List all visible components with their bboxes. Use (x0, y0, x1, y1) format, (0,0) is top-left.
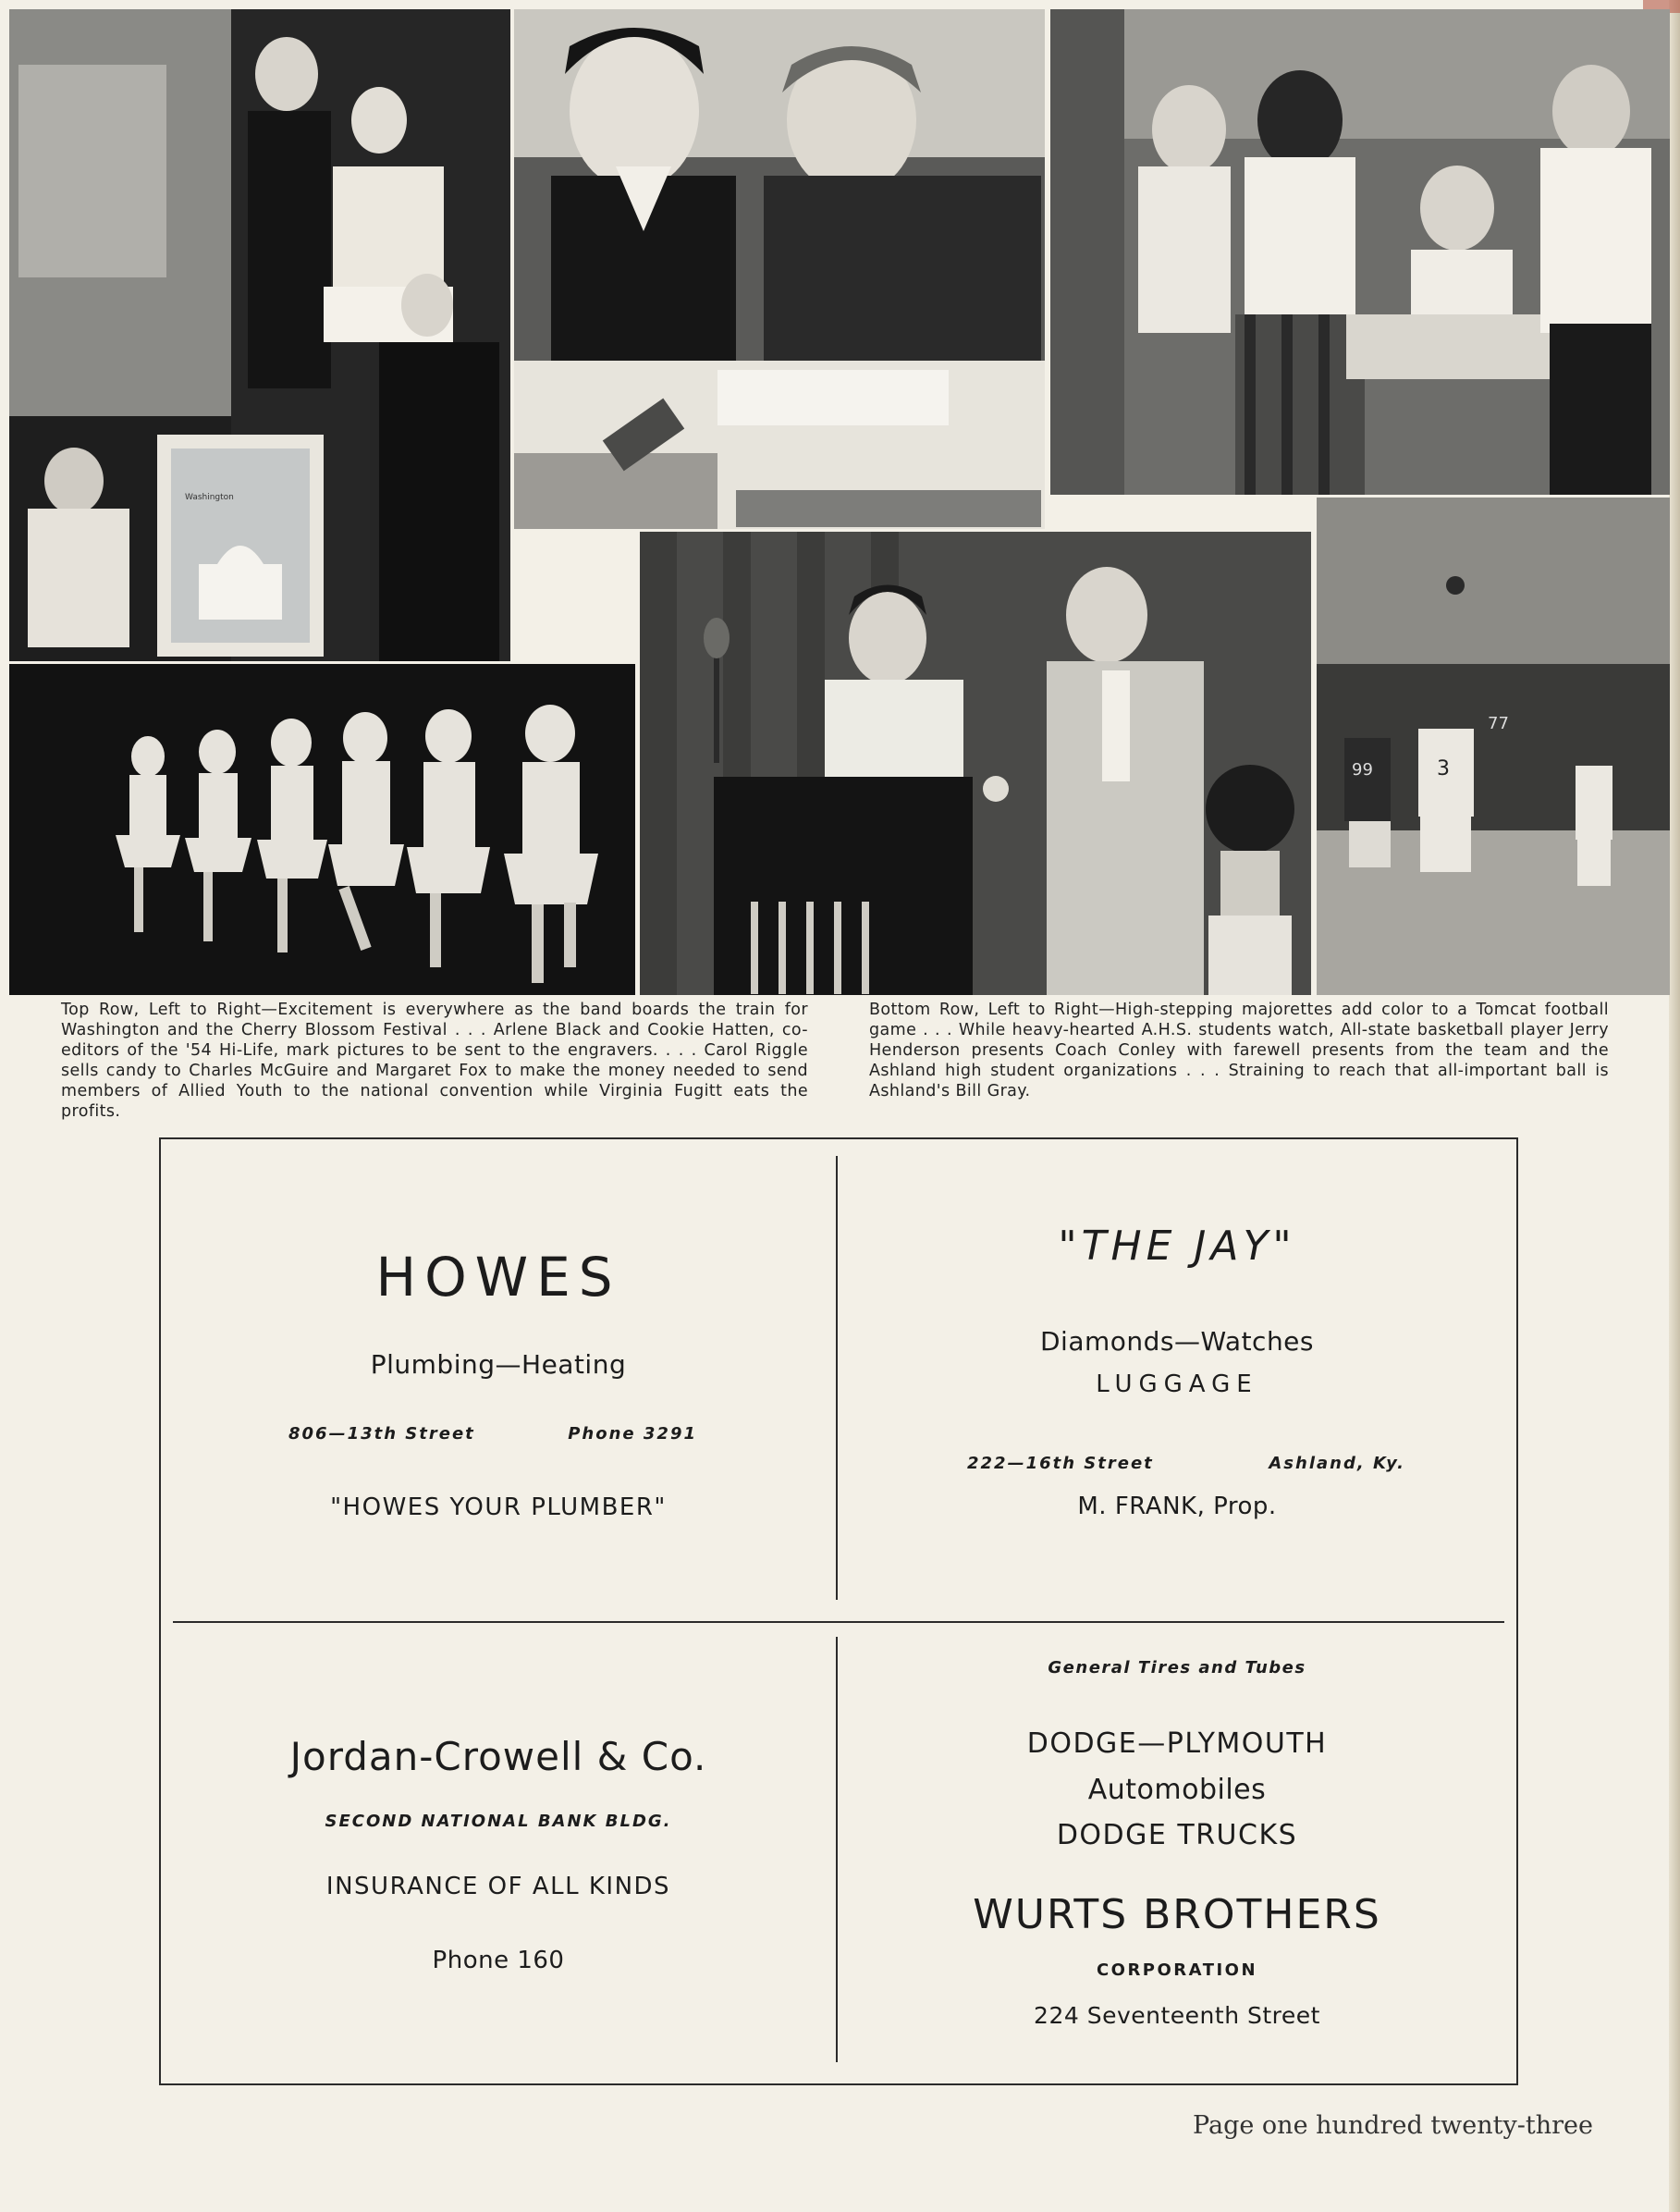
jay-address: 222—16th Street (967, 1454, 1154, 1473)
poster-label: Washington (185, 493, 234, 502)
page-edge (1669, 0, 1680, 2212)
photo-editors (514, 9, 1045, 529)
jay-luggage: LUGGAGE (1096, 1370, 1258, 1398)
howes-slogan: "HOWES YOUR PLUMBER" (330, 1493, 667, 1521)
photo-candy-sale (1050, 9, 1670, 495)
jersey-number-77: 77 (1488, 714, 1509, 733)
wurts-automobiles: Automobiles (1087, 1774, 1267, 1806)
ad-jordan-crowell (161, 1623, 836, 2083)
photo-majorettes (9, 664, 635, 995)
photo-podium-presentation (640, 532, 1311, 995)
caption-top-row: Top Row, Left to Right—Excitement is everywhere as the band boards the train for Washington and the Cherry Blossom Festival . . . Arlene Black and Cookie Hatten, co-editors of the '54 Hi-Life, mark pictures to be sent to the engravers. . . . Carol Riggle sells candy to Charles McGuire and Margaret Fox to make the money needed to send members of Allied Youth to the national convention while Virginia Fugitt eats the profits. (61, 1001, 808, 1121)
ad-howes (161, 1139, 836, 1620)
wurts-dodge-trucks: DODGE TRUCKS (1056, 1819, 1298, 1851)
jordan-phone: Phone 160 (432, 1947, 565, 1974)
photo-basketball (1317, 498, 1670, 995)
jordan-name: Jordan-Crowell & Co. (289, 1734, 707, 1779)
wurts-corporation: CORPORATION (1096, 1960, 1258, 1980)
jersey-number-99: 99 (1352, 760, 1373, 780)
jordan-insurance: INSURANCE OF ALL KINDS (325, 1873, 671, 1900)
wurts-name: WURTS BROTHERS (973, 1891, 1381, 1938)
ad-the-jay (838, 1139, 1516, 1620)
howes-address: 806—13th Street (288, 1424, 475, 1444)
jay-proprietor: M. FRANK, Prop. (1077, 1493, 1277, 1520)
wurts-dodge-plymouth: DODGE—PLYMOUTH (1026, 1727, 1328, 1760)
jay-city: Ashland, Ky. (1269, 1454, 1405, 1473)
caption-bottom-row: Bottom Row, Left to Right—High-stepping majorettes add color to a Tomcat football game . . . While heavy-hearted A.H.S. students watch, All-state basketball player Jerry Henderson presents Coach Conley with farewell presents from the team and the Ashland high student organizations . . . Straining to reach that all-important ball is Ashland's Bill Gray. (869, 1001, 1609, 1100)
jay-products: Diamonds—Watches (1040, 1326, 1314, 1357)
jay-name: "THE JAY" (1058, 1223, 1296, 1270)
jordan-building: SECOND NATIONAL BANK BLDG. (325, 1812, 672, 1831)
howes-services: Plumbing—Heating (370, 1349, 627, 1380)
howes-name: HOWES (375, 1246, 621, 1309)
wurts-tires: General Tires and Tubes (1048, 1658, 1306, 1677)
jersey-number-3: 3 (1437, 757, 1450, 780)
ad-wurts-brothers (838, 1623, 1516, 2083)
wurts-address: 224 Seventeenth Street (1034, 2002, 1320, 2029)
photo-band-train (9, 9, 510, 661)
howes-phone: Phone 3291 (568, 1424, 697, 1444)
page-number: Page one hundred twenty-three (1193, 2111, 1593, 2140)
